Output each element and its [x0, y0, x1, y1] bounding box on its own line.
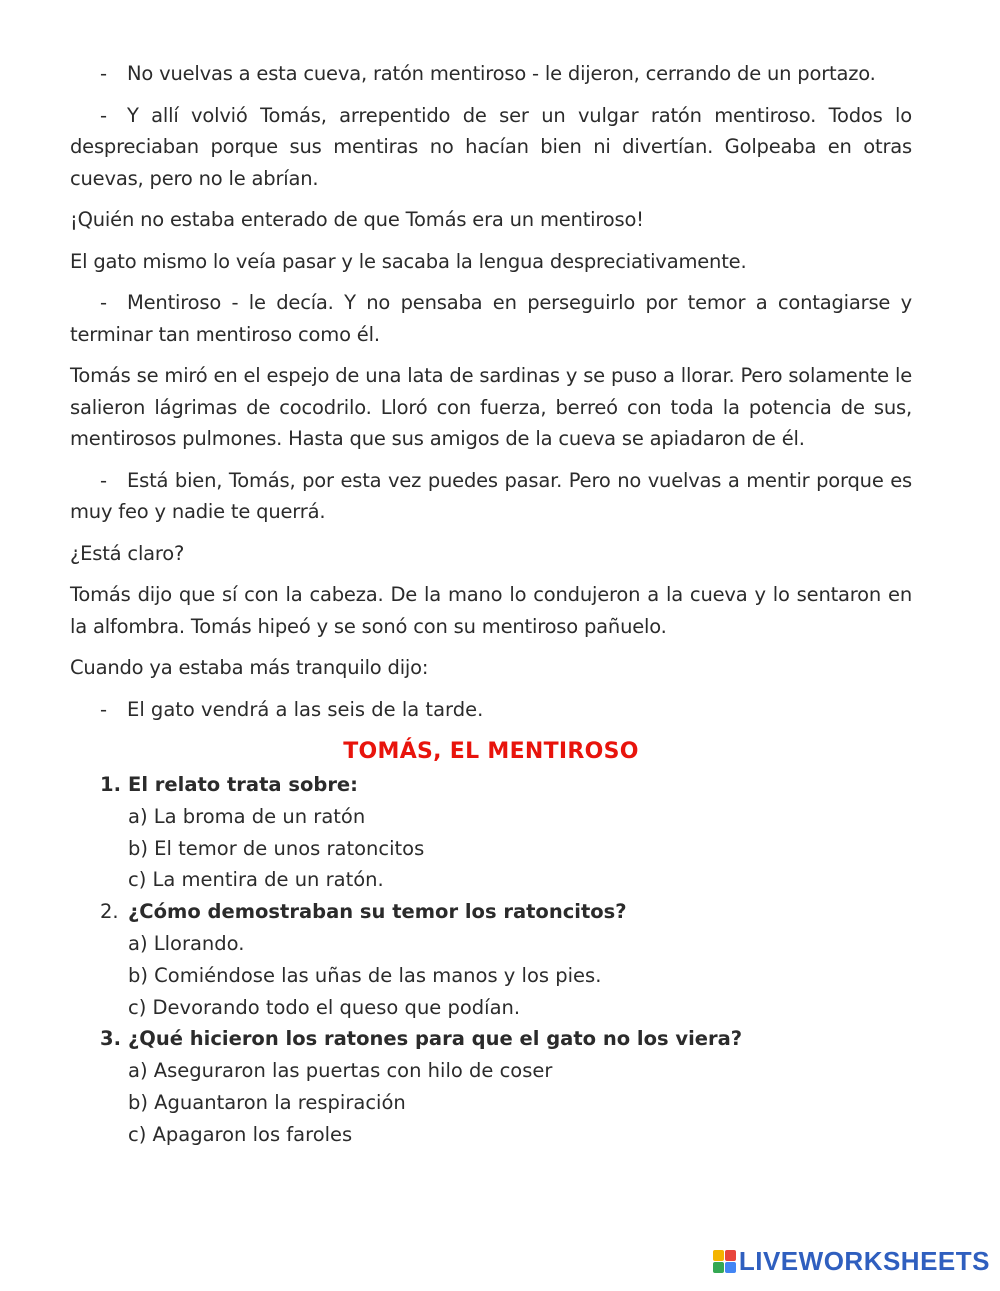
- question-text: ¿Cómo demostraban su temor los ratoncitos?: [128, 900, 627, 924]
- answer-option[interactable]: c) Devorando todo el queso que podían.: [128, 995, 521, 1019]
- answer-option[interactable]: b) Aguantaron la respiración: [128, 1090, 406, 1114]
- story-paragraph: El gato mismo lo veía pasar y le sacaba la lengua despreciativamente.: [70, 249, 747, 273]
- dialogue-dash: -: [100, 103, 107, 127]
- story-paragraph: ¿Está claro?: [70, 541, 185, 565]
- brand-name: LIVEWORKSHEETS: [738, 1246, 990, 1276]
- question-number: 3.: [100, 1027, 121, 1051]
- story-paragraph: [70, 287, 912, 350]
- question-number: 1.: [100, 773, 121, 796]
- answer-option[interactable]: a) La broma de un ratón: [128, 804, 366, 828]
- question-text: El relato trata sobre:: [128, 773, 358, 796]
- answer-option[interactable]: b) Comiéndose las uñas de las manos y los pies.: [128, 963, 602, 987]
- answer-option[interactable]: a) Llorando.: [128, 931, 245, 955]
- story-paragraph: ¡Quién no estaba enterado de que Tomás era un mentiroso!: [70, 208, 644, 231]
- answer-option[interactable]: c) La mentira de un ratón.: [128, 868, 384, 892]
- paragraph-text: Mentiroso - le decía. Y no pensaba en perseguirlo por temor a contagiarse y terminar tan mentiroso como él.: [70, 291, 912, 346]
- liveworksheets-logo: [713, 1246, 990, 1277]
- paragraph-text: Está bien, Tomás, por esta vez puedes pasar. Pero no vuelvas a mentir porque es muy feo y nadie te querrá.: [70, 468, 912, 523]
- quiz-title: TOMÁS, EL MENTIROSO: [343, 739, 639, 764]
- worksheet-page: [70, 58, 912, 1151]
- question-number: 2.: [100, 900, 119, 924]
- story-paragraph: [70, 58, 912, 90]
- answer-option[interactable]: c) Apagaron los faroles: [128, 1122, 353, 1146]
- paragraph-text: El gato vendrá a las seis de la tarde.: [127, 697, 484, 721]
- dialogue-dash: -: [100, 697, 108, 721]
- paragraph-text: Y allí volvió Tomás, arrepentido de ser un vulgar ratón mentiroso. Todos lo despreciaban porque sus mentiras no hacían bien ni divertían. Golpeaba en otras cuevas, pero no le abrían.: [70, 103, 912, 190]
- question-text: ¿Qué hicieron los ratones para que el gato no los viera?: [128, 1027, 743, 1051]
- dialogue-dash: -: [100, 468, 107, 492]
- story-paragraph: Tomás se miró en el espejo de una lata de sardinas y se puso a llorar. Pero solamente le salieron lágrimas de cocodrilo. Lloró con fuerza, berreó con toda la potencia de sus, mentirosos pulmones. Hasta que sus amigos de la cueva se apiadaron de él.: [70, 364, 912, 450]
- liveworksheets-logo-icon: [713, 1250, 736, 1273]
- dialogue-dash: -: [100, 62, 107, 85]
- quiz-question-list: [70, 769, 912, 1151]
- story-paragraph: Cuando ya estaba más tranquilo dijo:: [70, 656, 429, 679]
- quiz-question: [70, 769, 912, 896]
- story-paragraph: [70, 694, 912, 726]
- dialogue-dash: -: [100, 291, 107, 314]
- quiz-question: [70, 1023, 912, 1150]
- answer-option[interactable]: a) Aseguraron las puertas con hilo de coser: [128, 1059, 553, 1083]
- paragraph-text: No vuelvas a esta cueva, ratón mentiroso - le dijeron, cerrando de un portazo.: [127, 62, 876, 85]
- quiz-question: [70, 896, 912, 1023]
- story-paragraph: [70, 100, 912, 195]
- story-paragraph: [70, 465, 912, 528]
- answer-option[interactable]: b) El temor de unos ratoncitos: [128, 836, 425, 860]
- story-paragraph: Tomás dijo que sí con la cabeza. De la mano lo condujeron a la cueva y lo sentaron en la alfombra. Tomás hipeó y se sonó con su mentiroso pañuelo.: [70, 583, 912, 638]
